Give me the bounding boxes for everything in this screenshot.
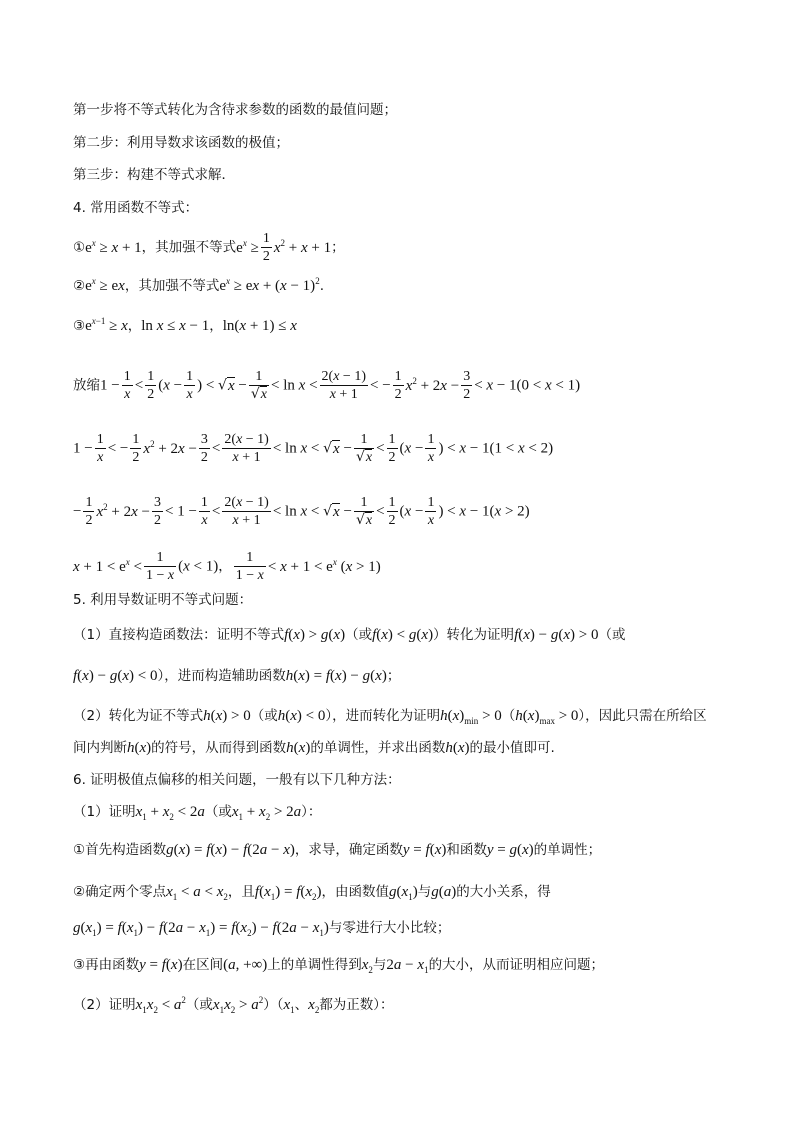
inequality-1: $①e^x \ge x + 1$，其加强不等式$e^x$ ≥ $\frac{1}{2}$ $x^2 + x + 1$； [73,231,345,264]
section-5-item-1-line-2: f(x) − g(x) < 0），进而构造辅助函数h(x) = f(x) − g(x)； [73,668,401,684]
section-5-item-2-line-1: （2）转化为证不等式h(x) > 0（或h(x) < 0），进而转化为证明$h(x)_{min} > 0(h(x)_{max} > 0)$，因此只需在所给区 [73,708,707,726]
step-1-text: 第一步将不等式转化为含待求参数的函数的最值问题； [73,102,397,118]
scaling-chain-1: 放缩1 − $\frac{1}{x}$ < $\frac{1}{2}$ (x − $\frac{1}{x}$ ) < √x − $\frac{1}{√x}$ < ln x < $\frac{2(x - 1)}{x + 1}$ < − $\frac{1}{2}$ $x^2 + 2x$ − $\frac{3}{2}$ < x − 1(0 < x < 1) [73,369,581,402]
step-3-text: 第三步：构建不等式求解． [73,167,235,183]
step-monotonicity: ③再由函数y = f(x)在区间(a, +∞)上的单调性得到$x_2$与$2a - x_1$的大小，从而证明相应问题； [73,957,605,975]
step-determine-zeros: ②确定两个零点$x_1 < a < x_2$，且$f(x_1) = f(x_2)$，由函数值$g(x_1)$与g(a)的大小关系，得 [73,884,551,902]
section-6-heading: 6. 证明极值点偏移的相关问题，一般有以下几种方法： [73,772,401,788]
circled-2-label: ② [73,278,86,294]
section-4-heading: 4. 常用函数不等式： [73,200,199,216]
step-determine-zeros-cont: $g(x_1) = f(x_1) - f(2a - x_1) = f(x_2) - f(2a - x_1)$与零进行大小比较； [73,920,451,938]
step-2-text: 第二步：利用导数求该函数的极值； [73,135,289,151]
section-5-item-1-line-1: （1）直接构造函数法：证明不等式f(x) > g(x)（或f(x) < g(x)）转化为证明f(x) − g(x) > 0（或 [73,627,626,643]
inequality-3: $③e^{x-1} \ge x$，ln x ≤ x − 1，ln(x + 1) ≤ x [73,316,297,334]
section-6-item-2: （2）证明$x_1x_2 < a^2$（或$x_1x_2 > a^2)(x_1$、$x_2$都为正数）： [73,995,394,1015]
exp-bounds: $x + 1 < e^x$ < $\frac{1}{1 - x}$ (x < 1)， $\frac{1}{1 - x}$ < $x + 1 < e^x$ (x > 1) [73,550,381,583]
scaling-chain-3: − $\frac{1}{2}$ $x^2 + 2x$ − $\frac{3}{2}$ < 1 − $\frac{1}{x}$ < $\frac{2(x - 1)}{x + 1}$ < ln x < √x − $\frac{1}{√x}$ < $\frac{1}{2}$ (x − $\frac{1}{x}$ ) < x − 1(x > 2) [73,495,530,528]
section-5-heading: 5. 利用导数证明不等式问题： [73,592,253,608]
circled-1-label: ① [73,239,86,256]
circled-3-label: ③ [73,318,86,334]
inequality-2: $②e^x$ ≥ ex，其加强不等式$e^x$ ≥ ex + $(x - 1)^2$. [73,276,324,294]
section-6-item-1: （1）证明$x_1 + x_2 < 2a$（或$x_1 + x_2 > 2a$）： [73,804,322,822]
section-5-item-2-line-2: 间内判断h(x)的符号，从而得到函数h(x)的单调性，并求出函数h(x)的最小值即可. [73,740,555,756]
step-construct-function: ①首先构造函数g(x) = f(x) − f(2a − x)，求导，确定函数y = f(x)和函数y = g(x)的单调性； [73,842,602,858]
scaling-chain-2: 1 − $\frac{1}{x}$ < − $\frac{1}{2}$ $x^2 + 2x$ − $\frac{3}{2}$ < $\frac{2(x - 1)}{x + 1}$ < ln x < √x − $\frac{1}{√x}$ < $\frac{1}{2}$ (x − $\frac{1}{x}$ ) < x − 1(1 < x < 2) [73,432,554,465]
